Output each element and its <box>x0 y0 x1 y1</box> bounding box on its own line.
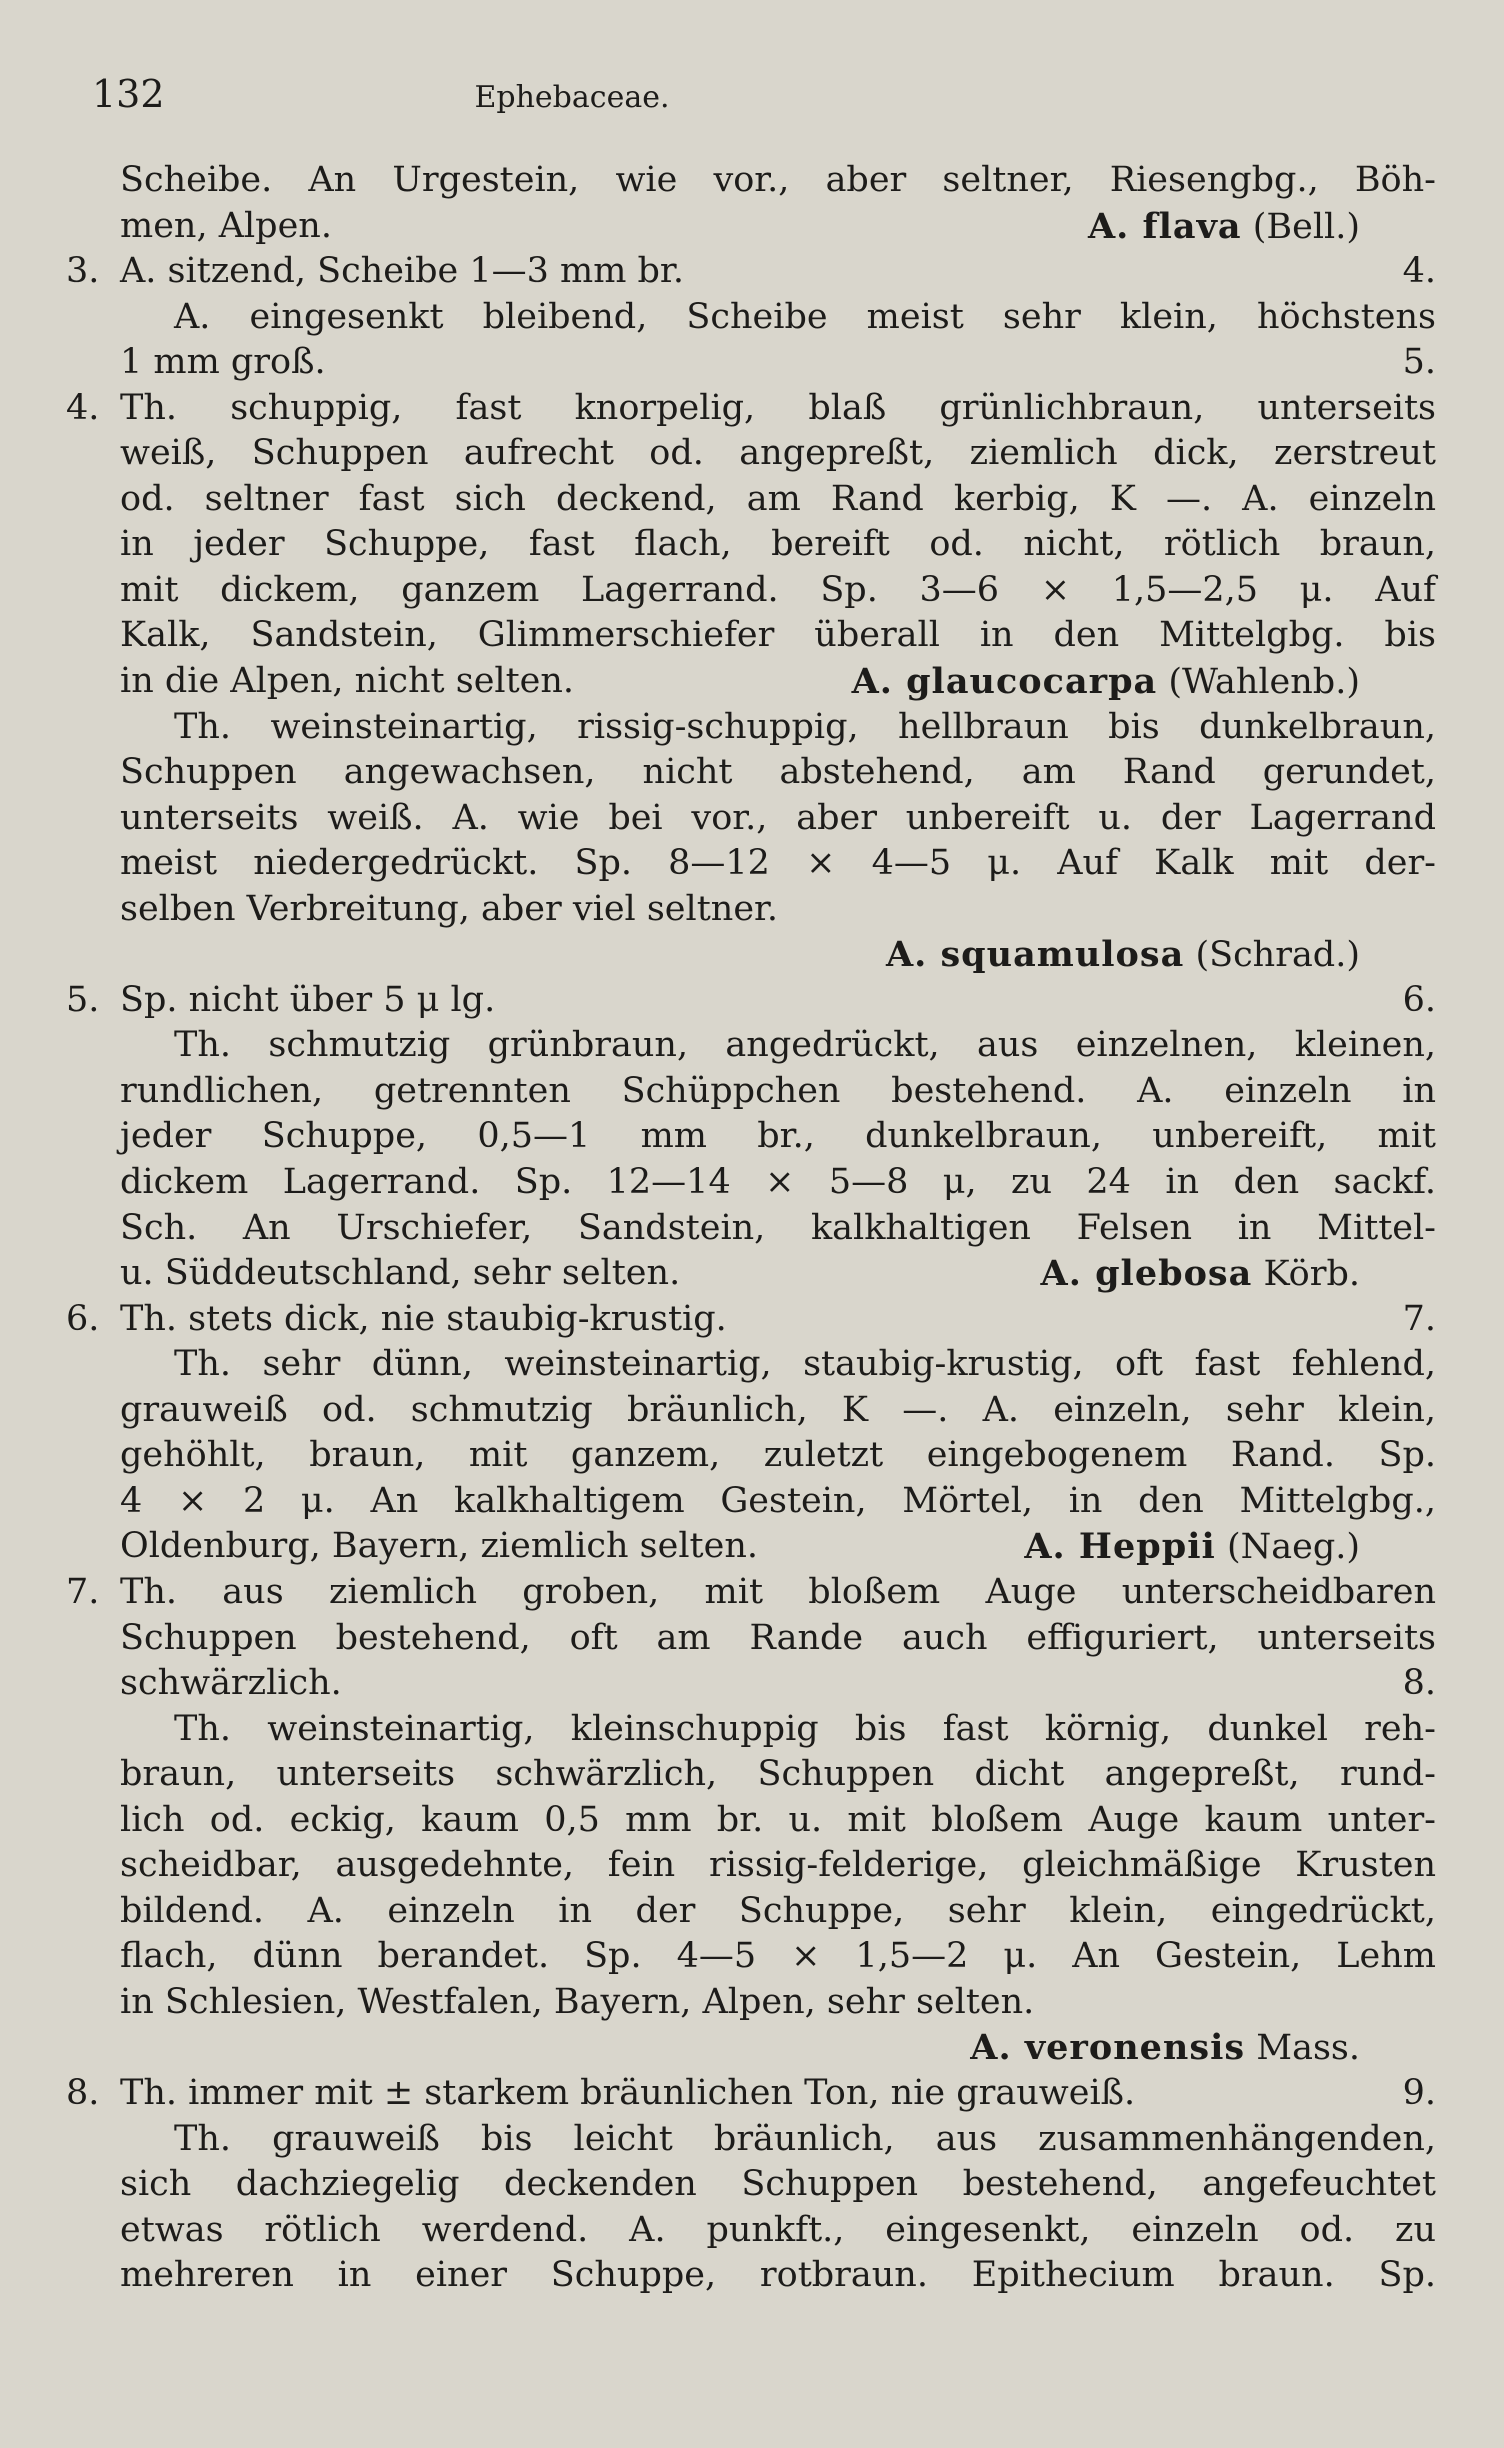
text-line <box>120 1023 1436 1069</box>
line-text: rundlichen, getrennten Schüppchen bestehend. A. einzeln in <box>120 1070 1436 1111</box>
species-name: A. veronensis <box>970 2027 1246 2069</box>
species-author: (Schrad.) <box>1195 935 1360 976</box>
text-line <box>120 887 1436 933</box>
text-line <box>120 295 1436 341</box>
species-name: A. squamulosa <box>885 934 1185 976</box>
text-line <box>120 1160 1436 1206</box>
lead-reference: 9. <box>1402 2072 1436 2113</box>
line-text: in Schlesien, Westfalen, Bayern, Alpen, sehr selten. <box>120 1981 1035 2022</box>
line-text: in die Alpen, nicht selten. <box>120 661 575 702</box>
line-text: mit dickem, ganzem Lagerrand. Sp. 3—6 × 1,5—2,5 μ. Auf <box>120 569 1436 610</box>
text-line <box>120 2208 1436 2254</box>
text-line <box>120 1524 1436 1570</box>
line-text: Th. schuppig, fast knorpelig, blaß grünlichbraun, unterseits <box>120 387 1436 428</box>
line-text: scheidbar, ausgedehnte, fein rissig-felderige, gleichmäßige Krusten <box>120 1845 1436 1886</box>
text-line <box>120 1707 1436 1753</box>
couplet-number: 8. <box>66 2072 100 2113</box>
lead-reference: 6. <box>1402 979 1436 1020</box>
line-text: u. Süddeutschland, sehr selten. <box>120 1253 681 1294</box>
line-text: mehreren in einer Schuppe, rotbraun. Epithecium braun. Sp. <box>120 2255 1436 2296</box>
line-text: gehöhlt, braun, mit ganzem, zuletzt eingebogenem Rand. Sp. <box>120 1435 1436 1476</box>
text-line <box>120 796 1436 842</box>
line-text: lich od. eckig, kaum 0,5 mm br. u. mit bloßem Auge kaum unter- <box>120 1799 1436 1840</box>
text-line <box>120 1661 1436 1707</box>
line-text: Th. grauweiß bis leicht bräunlich, aus zusammenhängenden, <box>174 2118 1436 2159</box>
couplet-number: 3. <box>66 251 100 292</box>
page-header <box>92 72 1412 132</box>
text-line <box>66 1570 1436 1616</box>
text-line <box>120 1479 1436 1525</box>
couplet-number: 5. <box>66 979 100 1020</box>
lead-reference: 7. <box>1402 1298 1436 1339</box>
couplet-number: 7. <box>66 1571 100 1612</box>
line-text: men, Alpen. <box>120 205 332 246</box>
text-line <box>120 1251 1436 1297</box>
line-text: Th. sehr dünn, weinsteinartig, staubig-krustig, oft fast fehlend, <box>174 1344 1436 1385</box>
line-text: schwärzlich. <box>120 1663 342 1704</box>
text-line <box>120 1069 1436 1115</box>
text-line <box>120 1388 1436 1434</box>
line-text: A. eingesenkt bleibend, Scheibe meist sehr klein, höchstens <box>174 296 1436 337</box>
text-line <box>120 1433 1436 1479</box>
text-line <box>120 1843 1436 1889</box>
lead-reference: 4. <box>1402 251 1436 292</box>
text-line <box>66 1297 1436 1343</box>
text-line <box>120 1934 1436 1980</box>
text-line <box>120 659 1436 705</box>
couplet-number: 4. <box>66 387 100 428</box>
line-text: Sp. nicht über 5 μ lg. <box>120 979 496 1020</box>
line-text: grauweiß od. schmutzig bräunlich, K —. A. einzeln, sehr klein, <box>120 1389 1436 1430</box>
text-line <box>120 750 1436 796</box>
text-line <box>120 613 1436 659</box>
text-line <box>66 2071 1436 2117</box>
line-text: Schuppen angewachsen, nicht abstehend, am Rand gerundet, <box>120 752 1436 793</box>
text-line <box>120 1206 1436 1252</box>
line-text: flach, dünn berandet. Sp. 4—5 × 1,5—2 μ. An Gestein, Lehm <box>120 1936 1436 1977</box>
couplet-number: 6. <box>66 1298 100 1339</box>
text-line <box>120 841 1436 887</box>
text-line <box>120 477 1436 523</box>
text-line <box>120 2162 1436 2208</box>
line-text: Th. aus ziemlich groben, mit bloßem Auge unterscheidbaren <box>120 1571 1436 1612</box>
lead-reference: 5. <box>1402 342 1436 383</box>
text-line <box>120 1798 1436 1844</box>
text-line <box>120 2253 1436 2299</box>
line-text: selben Verbreitung, aber viel seltner. <box>120 888 779 929</box>
text-line <box>120 568 1436 614</box>
line-text: sich dachziegelig deckenden Schuppen bestehend, angefeuchtet <box>120 2164 1436 2205</box>
line-text: Schuppen bestehend, oft am Rande auch effiguriert, unterseits <box>120 1617 1436 1658</box>
text-line <box>66 386 1436 432</box>
line-text: bildend. A. einzeln in der Schuppe, sehr klein, eingedrückt, <box>120 1890 1436 1931</box>
text-line <box>66 249 1436 295</box>
text-line <box>120 2025 1436 2071</box>
species-author: (Naeg.) <box>1226 1527 1360 1568</box>
line-text: dickem Lagerrand. Sp. 12—14 × 5—8 μ, zu 24 in den sackf. <box>120 1162 1436 1203</box>
line-text: Sch. An Urschiefer, Sandstein, kalkhaltigen Felsen in Mittel- <box>120 1207 1436 1248</box>
text-line <box>120 522 1436 568</box>
line-text: A. sitzend, Scheibe 1—3 mm br. <box>120 251 684 292</box>
key-text <box>66 158 1436 2299</box>
species-author: Mass. <box>1256 2028 1360 2069</box>
line-text: jeder Schuppe, 0,5—1 mm br., dunkelbraun, unbereift, mit <box>120 1116 1436 1157</box>
line-text: meist niedergedrückt. Sp. 8—12 × 4—5 μ. Auf Kalk mit der- <box>120 843 1436 884</box>
text-line <box>120 1889 1436 1935</box>
species-author: (Wahlenb.) <box>1168 662 1360 703</box>
text-line <box>120 1616 1436 1662</box>
line-text: unterseits weiß. A. wie bei vor., aber unbereift u. der Lagerrand <box>120 797 1436 838</box>
species-name: A. flava <box>1088 205 1242 247</box>
line-text: braun, unterseits schwärzlich, Schuppen dicht angepreßt, rund- <box>120 1754 1436 1795</box>
text-line <box>120 1980 1436 2026</box>
line-text: Th. immer mit ± starkem bräunlichen Ton, nie grauweiß. <box>120 2072 1136 2113</box>
text-line <box>66 978 1436 1024</box>
text-line <box>120 158 1436 204</box>
line-text: Scheibe. An Urgestein, wie vor., aber seltner, Riesengbg., Böh- <box>120 160 1436 200</box>
line-text: etwas rötlich werdend. A. punkft., eingesenkt, einzeln od. zu <box>120 2209 1436 2250</box>
species-author: (Bell.) <box>1252 206 1360 247</box>
text-line <box>120 431 1436 477</box>
running-title: Ephebaceae. <box>474 80 670 115</box>
line-text: in jeder Schuppe, fast flach, bereift od. nicht, rötlich braun, <box>120 524 1436 565</box>
lead-reference: 8. <box>1402 1663 1436 1704</box>
species-author: Körb. <box>1263 1254 1360 1295</box>
text-line <box>120 1114 1436 1160</box>
text-line <box>120 2117 1436 2163</box>
text-line <box>120 204 1436 250</box>
species-name: A. glaucocarpa <box>851 661 1158 703</box>
text-line <box>120 340 1436 386</box>
line-text: Oldenburg, Bayern, ziemlich selten. <box>120 1526 758 1567</box>
line-text: Th. schmutzig grünbraun, angedrückt, aus einzelnen, kleinen, <box>174 1025 1436 1066</box>
species-name: A. Heppii <box>1024 1526 1216 1568</box>
text-line <box>120 932 1436 978</box>
line-text: 1 mm groß. <box>120 342 326 383</box>
species-name: A. glebosa <box>1040 1253 1253 1295</box>
text-line <box>120 705 1436 751</box>
line-text: Th. weinsteinartig, kleinschuppig bis fast körnig, dunkel reh- <box>174 1708 1436 1749</box>
line-text: Kalk, Sandstein, Glimmerschiefer überall in den Mittelgbg. bis <box>120 615 1436 656</box>
text-line <box>120 1752 1436 1798</box>
line-text: weiß, Schuppen aufrecht od. angepreßt, ziemlich dick, zerstreut <box>120 433 1436 474</box>
text-line <box>120 1342 1436 1388</box>
page-number: 132 <box>92 72 165 116</box>
line-text: od. seltner fast sich deckend, am Rand kerbig, K —. A. einzeln <box>120 478 1436 519</box>
line-text: 4 × 2 μ. An kalkhaltigem Gestein, Mörtel, in den Mittelgbg., <box>120 1480 1436 1521</box>
line-text: Th. weinsteinartig, rissig-schuppig, hellbraun bis dunkelbraun, <box>174 706 1436 747</box>
line-text: Th. stets dick, nie staubig-krustig. <box>120 1298 727 1339</box>
